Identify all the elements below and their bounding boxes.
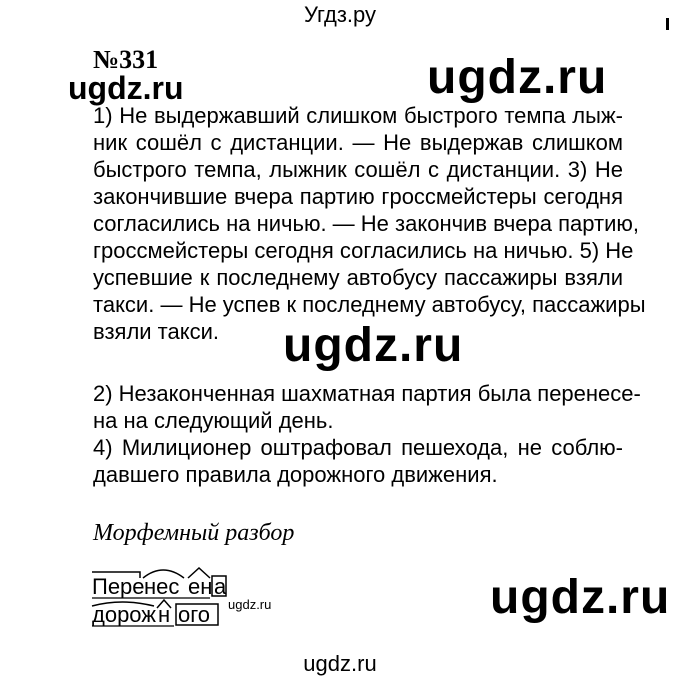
morpheme-prefix-pere: Пере: [92, 574, 145, 599]
text-line: 1) Не выдержавший слишком быстрого темпа лыж-: [93, 103, 623, 128]
morphemic-analysis-diagram: [88, 560, 228, 630]
task-number: №331: [93, 45, 159, 74]
text-line: гроссмейстеры сегодня согласились на ничью. 5) Не: [93, 238, 634, 263]
site-header: Угдз.ру: [303, 2, 377, 27]
morpheme-ending-a: а: [214, 574, 227, 599]
text-line: согласились на ничью. — Не закончив вчера партию,: [93, 211, 640, 236]
answer-paragraph-3: [93, 434, 623, 488]
watermark-small: ugdz.ru: [228, 597, 272, 612]
text-line: 2) Незаконченная шахматная партия была перенесе-: [93, 381, 641, 406]
morpheme-ending-ogo: ого: [178, 602, 211, 627]
watermark-middle: ugdz.ru: [283, 319, 464, 372]
watermark-top: ugdz.ru: [427, 51, 608, 104]
morpheme-root-dorozh: дорож: [92, 602, 157, 627]
page-edge-mark: [666, 18, 669, 30]
morphemic-analysis-title: Морфемный разбор: [93, 520, 295, 546]
watermark-bottom: ugdz.ru: [490, 571, 671, 624]
text-line: 4) Милиционер оштрафовал пешехода, не соблю-: [93, 435, 623, 460]
answer-paragraph-2: [93, 380, 641, 434]
answer-paragraph-1: [93, 102, 646, 345]
text-line: давшего правила дорожного движения.: [93, 462, 498, 487]
text-line: взяли такси.: [93, 319, 220, 344]
text-line: быстрого темпа, лыжник сошёл с дистанции. 3) Не: [93, 157, 623, 182]
morpheme-suffix-n: н: [158, 602, 171, 627]
morpheme-suffix-en: ен: [188, 574, 213, 599]
text-line: ник сошёл с дистанции. — Не выдержав слишком: [93, 130, 623, 155]
site-footer: ugdz.ru: [303, 651, 377, 676]
text-line: успевшие к последнему автобусу пассажиры взяли: [93, 265, 623, 290]
morpheme-root-nes: нес: [144, 574, 180, 599]
text-line: закончившие вчера партию гроссмейстеры сегодня: [93, 184, 623, 209]
text-line: такси. — Не успев к последнему автобусу, пассажиры: [93, 292, 646, 317]
text-line: на на следующий день.: [93, 408, 334, 433]
watermark-left: ugdz.ru: [68, 70, 184, 106]
